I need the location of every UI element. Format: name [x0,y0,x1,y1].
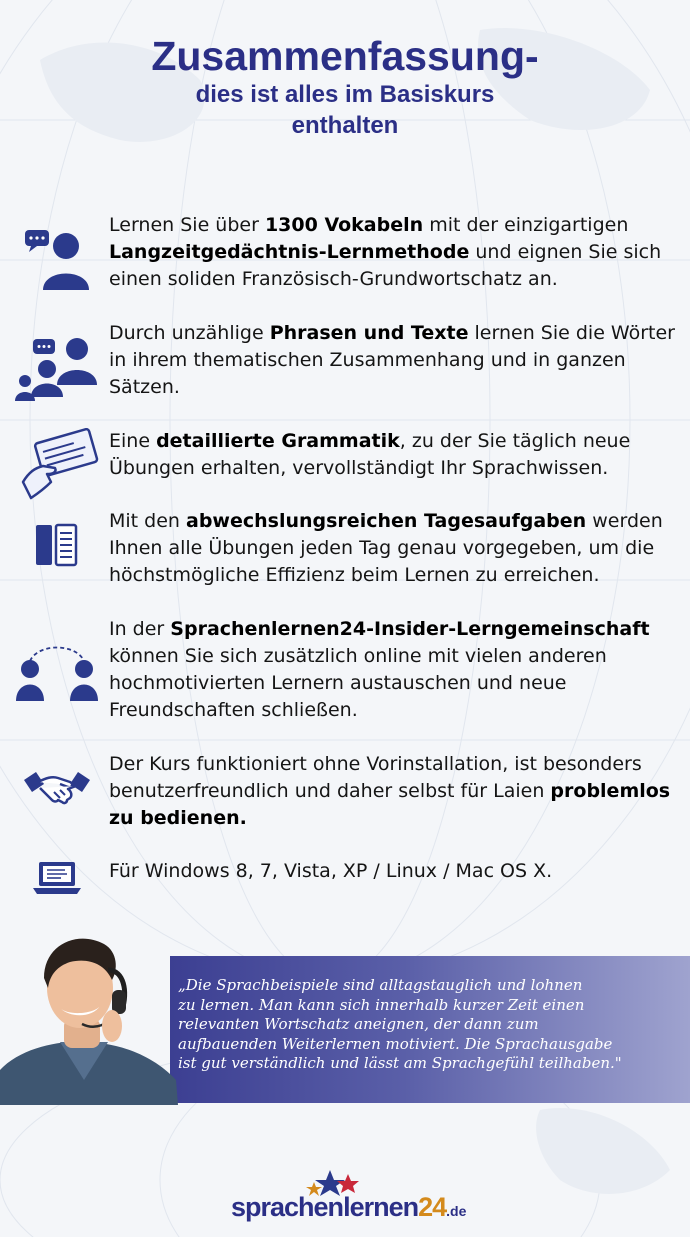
highlight-grammar: detaillierte Grammatik [156,430,400,452]
highlight-easy-use: problemlos zu bedienen. [109,780,671,829]
handshake-icon [14,751,100,823]
text-segment: können Sie sich zusätzlich online mit vielen anderen hochmotivierten Lernern austauschen und neue Freundschaften schließen. [109,645,607,721]
customer-photo [0,930,178,1105]
text-segment: Durch unzählige [109,322,270,344]
conversation-group-icon [14,334,100,406]
laptop-icon [14,842,100,914]
quote-line: aufbauenden Weiterlernen motiviert. Die Sprachausgabe [178,1034,613,1053]
feature-text [109,428,679,482]
text-segment: Eine [109,430,157,452]
daily-tasks-icon [14,508,100,580]
highlight-community: Sprachenlernen24-Insider-Lerngemeinschaft [170,618,650,640]
logo-part-lernen: lernen [343,1192,419,1222]
highlight-phrases: Phrasen und Texte [269,322,469,344]
page-subtitle-line2: enthalten [291,112,399,139]
text-segment: Für Windows 8, 7, Vista, XP / Linux / Mac OS X. [109,860,553,882]
feature-text [109,858,679,885]
brand-logo[interactable] [231,1192,466,1223]
header [0,34,690,140]
highlight-daily-tasks: abwechslungsreichen Tagesaufgaben [186,510,587,532]
logo-part-24: 24 [418,1192,447,1222]
chat-person-icon [14,222,100,294]
logo-part-sprachen: sprachen [231,1192,344,1222]
logo-part-de: .de [446,1203,467,1219]
text-segment: lernen Sie die Wörter in ihrem thematischen Zusammenhang und in ganzen Sätzen. [109,322,675,398]
text-segment: werden Ihnen alle Übungen jeden Tag genau vorgegeben, um die höchstmögliche Effizienz beim Lernen zu erreichen. [109,510,663,586]
testimonial-quote [178,976,688,1074]
highlight-vocabulary: 1300 Vokabeln [264,214,424,236]
highlight-method: Langzeitgedächtnis-Lernmethode [109,241,470,263]
feature-text [109,508,679,589]
quote-line: relevanten Wortschatz aneignen, der dann zum [178,1015,539,1033]
feature-text [109,751,679,832]
hand-card-icon [14,428,100,500]
text-segment: In der [109,618,171,640]
quote-line: ist gut verständlich und lässt am Sprachgefühl teilhaben." [178,1054,622,1072]
text-segment: und eignen Sie sich einen soliden Französisch-Grundwortschatz an. [109,241,662,290]
feature-text [109,212,679,293]
text-segment: Mit den [109,510,186,532]
text-segment: Der Kurs funktioniert ohne Vorinstallation, ist besonders benutzerfreundlich und daher selbst für Laien [109,753,642,802]
page-subtitle-line1: dies ist alles im Basiskurs [195,81,495,108]
feature-text [109,320,679,401]
quote-line: zu lernen. Man kann sich innerhalb kurzer Zeit einen [178,995,585,1014]
community-icon [14,636,100,708]
text-segment: , zu der Sie täglich neue Übungen erhalten, vervollständigt Ihr Sprachwissen. [109,430,631,479]
page-title: Zusammenfassung- [151,33,539,79]
text-segment: mit der einzigartigen [423,214,629,236]
quote-line: „Die Sprachbeispiele sind alltagstauglich und lohnen [178,976,583,994]
feature-text [109,616,679,724]
text-segment: Lernen Sie über [109,214,265,236]
